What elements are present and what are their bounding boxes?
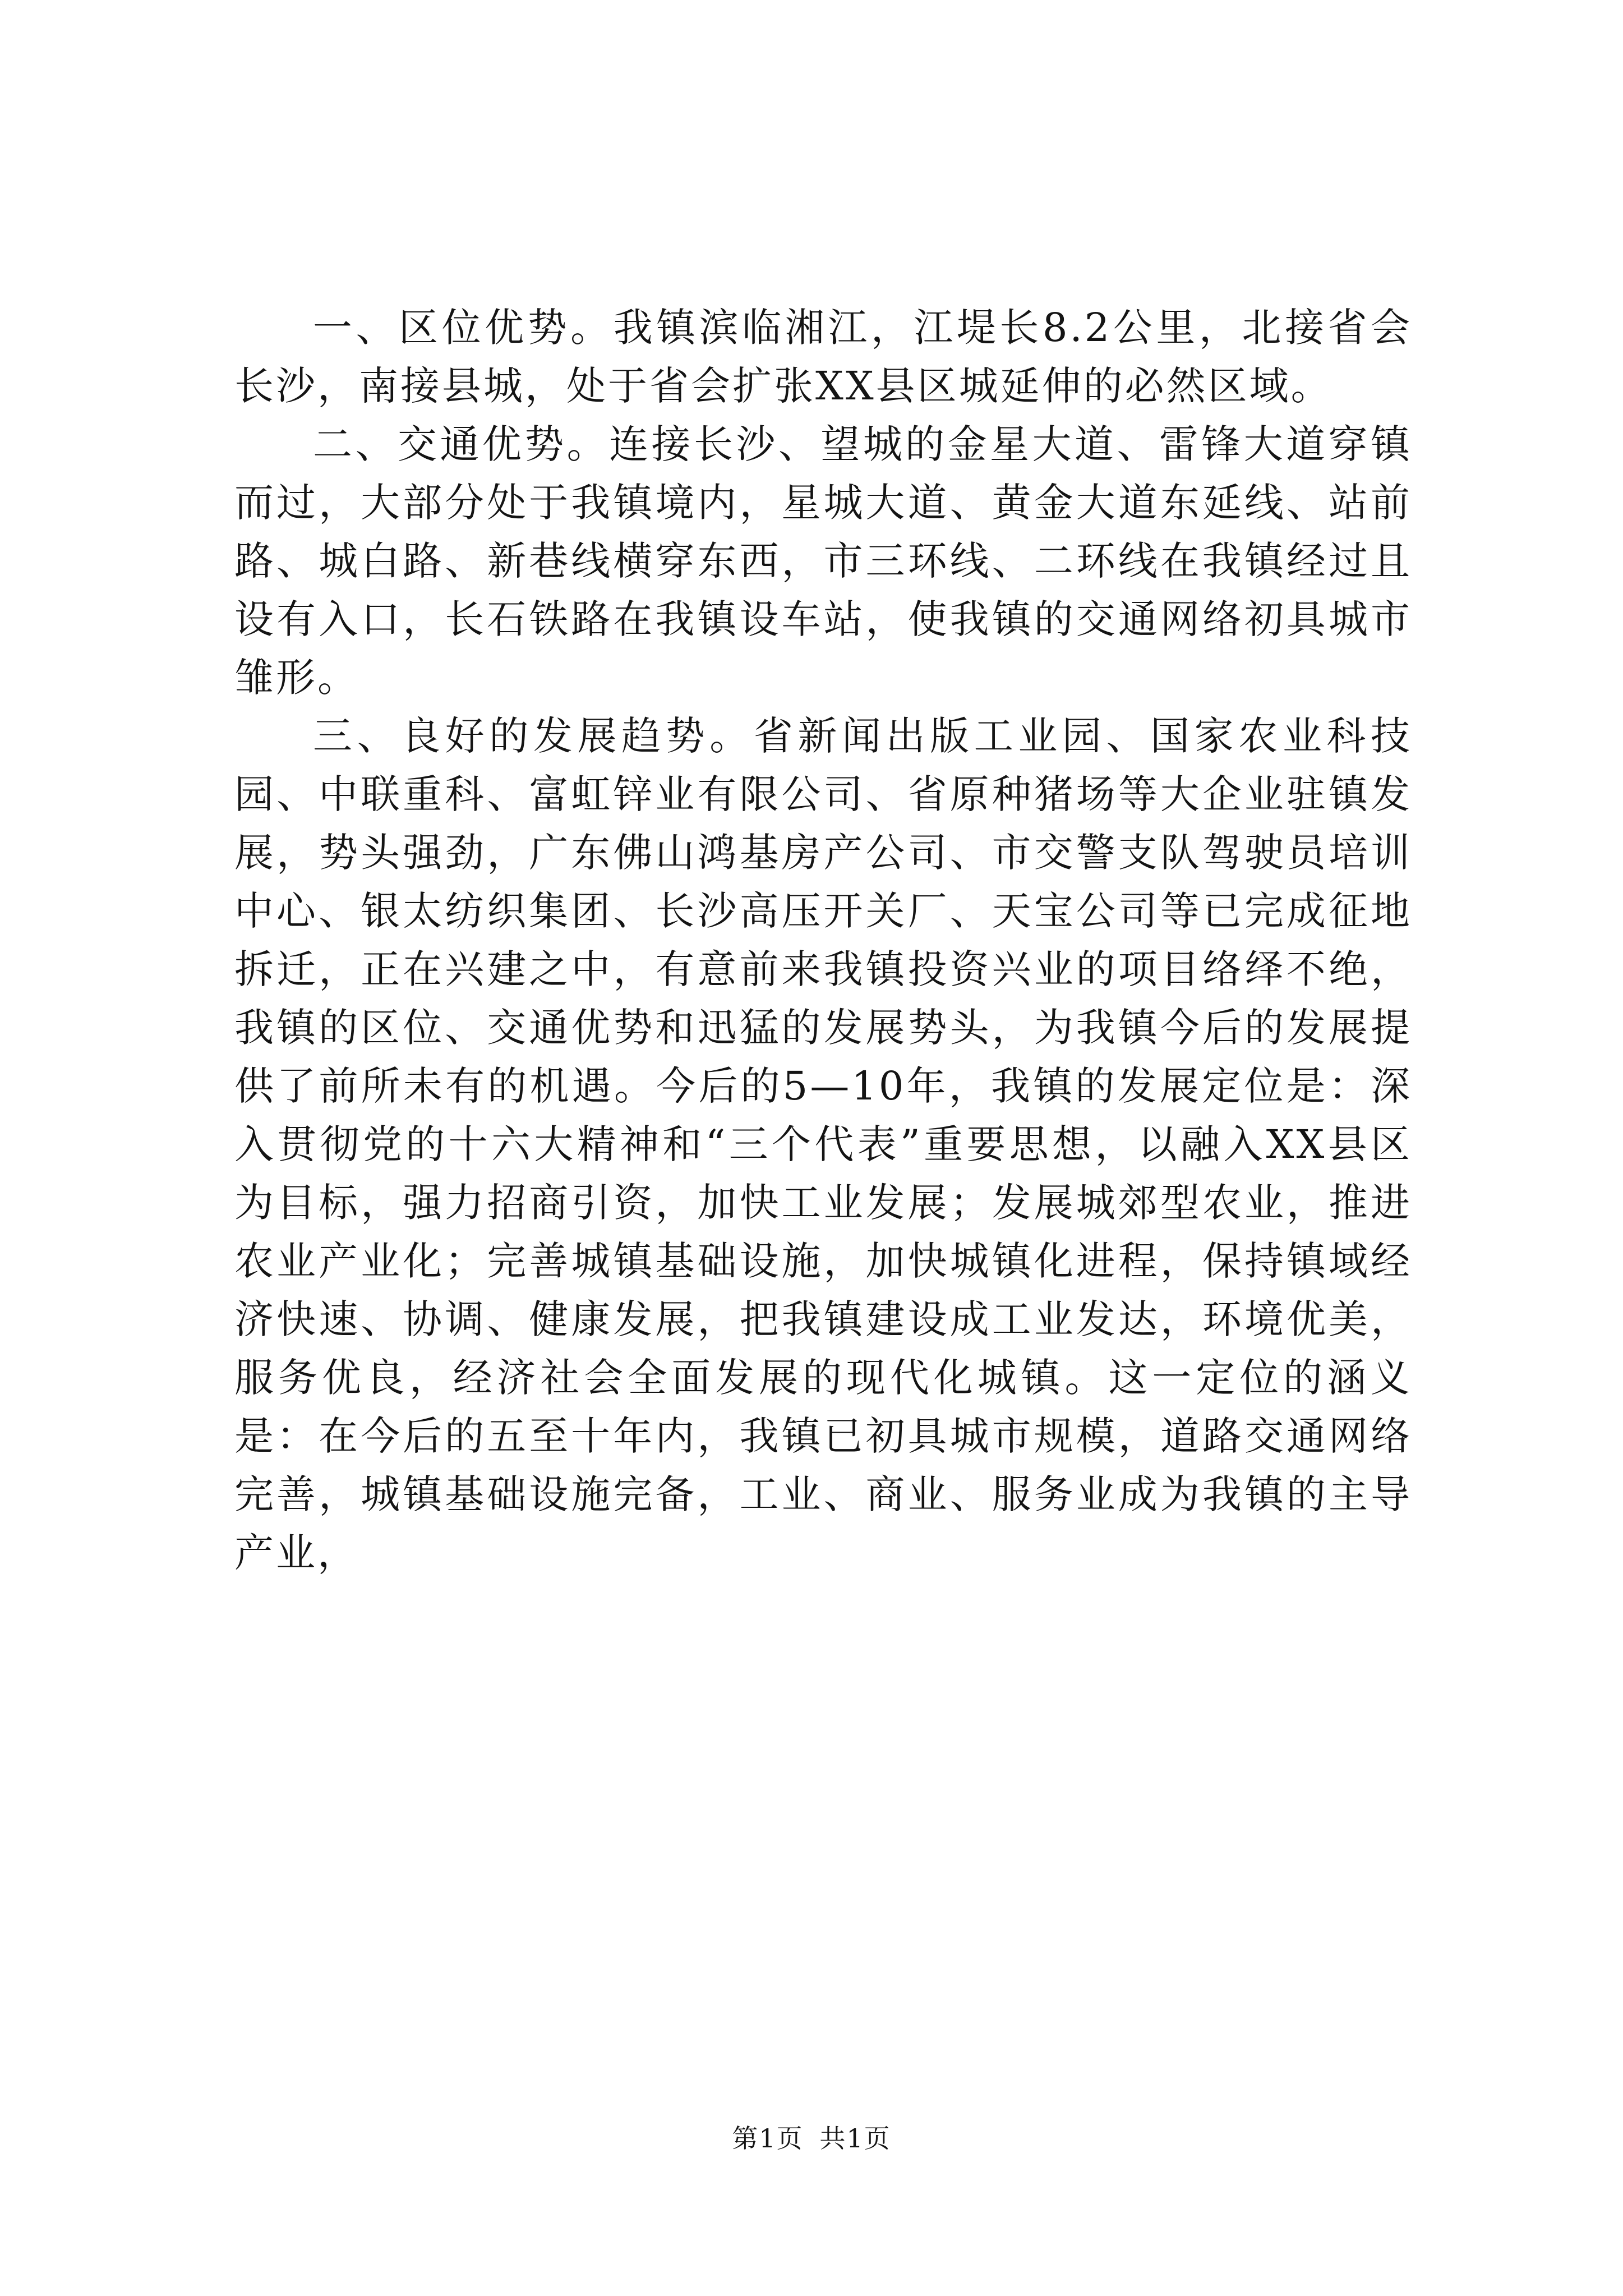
page-total: 共1页 xyxy=(819,2123,891,2154)
paragraph-location-advantage: 一、区位优势。我镇滨临湘江，江堤长8.2公里，北接省会长沙，南接县城，处于省会扩张XX县区城延伸的必然区域。 xyxy=(234,305,1412,409)
page-footer xyxy=(0,2122,1623,2155)
paragraph-development-trend: 三、良好的发展趋势。省新闻出版工业园、国家农业科技园、中联重科、富虹锌业有限公司、省原种猪场等大企业驻镇发展，势头强劲，广东佛山鸿基房产公司、市交警支队驾驶员培训中心、银太纺织集团、长沙高压开关厂、天宝公司等已完成征地拆迁，正在兴建之中，有意前来我镇投资兴业的项目络绎不绝，我镇的区位、交通优势和迅猛的发展势头，为我镇今后的发展提供了前所未有的机遇。今后的5—10年，我镇的发展定位是：深入贯彻党的十六大精神和“三个代表”重要思想，以融入XX县区为目标，强力招商引资，加快工业发展；发展城郊型农业，推进农业产业化；完善城镇基础设施，加快城镇化进程，保持镇域经济快速、协调、健康发展，把我镇建设成工业发达，环境优美，服务优良，经济社会全面发展的现代化城镇。这一定位的涵义是：在今后的五至十年内，我镇已初具城市规模，道路交通网络完善，城镇基础设施完备，工业、商业、服务业成为我镇的主导产业， xyxy=(234,713,1412,1576)
document-body xyxy=(234,298,1412,1582)
page-number: 第1页 xyxy=(732,2123,804,2154)
paragraph-transport-advantage: 二、交通优势。连接长沙、望城的金星大道、雷锋大道穿镇而过，大部分处于我镇境内，星城大道、黄金大道东延线、站前路、城白路、新巷线横穿东西，市三环线、二环线在我镇经过且设有入口，长石铁路在我镇设车站，使我镇的交通网络初具城市雏形。 xyxy=(234,421,1412,701)
